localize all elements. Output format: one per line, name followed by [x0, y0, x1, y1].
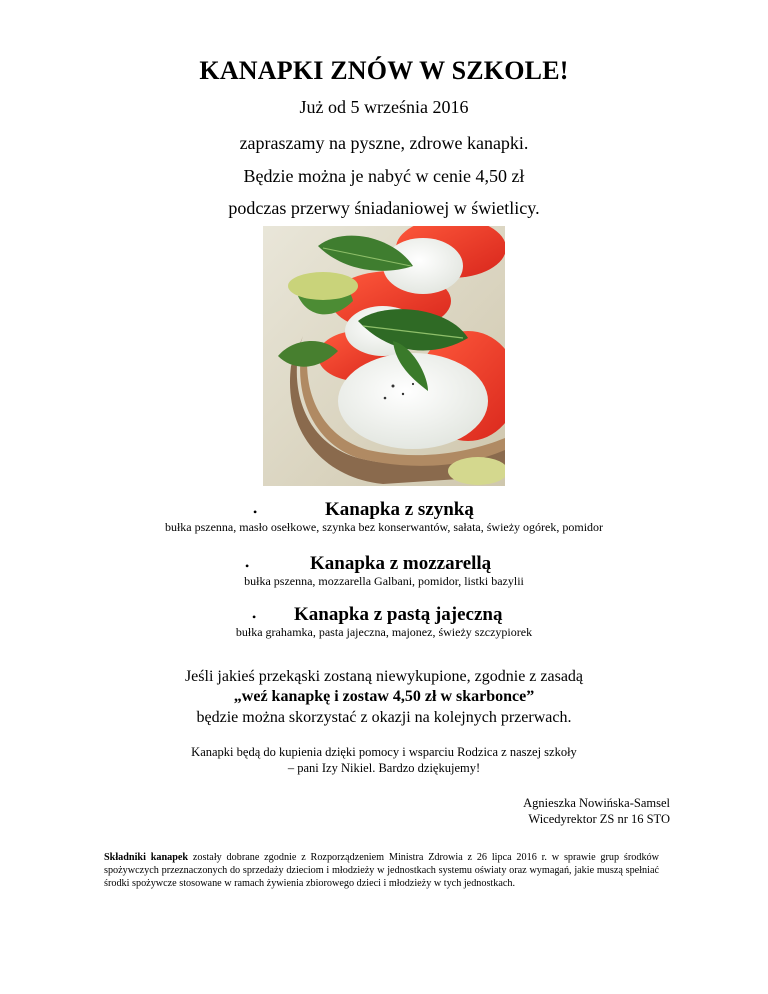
intro-place: podczas przerwy śniadaniowej w świetlicy. — [228, 198, 540, 218]
signature-role: Wicedyrektor ZS nr 16 STO — [528, 812, 670, 826]
footer-note — [104, 851, 659, 890]
caprese-sandwich-photo — [263, 226, 505, 486]
page-title: KANAPKI ZNÓW W SZKOLE! — [199, 56, 569, 85]
bullet-icon: • — [245, 559, 250, 573]
bullet-icon: • — [252, 610, 257, 624]
item-title-egg: Kanapka z pastą jajeczną — [294, 604, 503, 625]
intro-price: Będzie można je nabyć w cenie 4,50 zł — [243, 166, 525, 186]
footer-bold-lead: Składniki kanapek — [104, 852, 189, 863]
thanks-line-2: – pani Izy Nikiel. Bardzo dziękujemy! — [287, 761, 481, 775]
rule-line-2 — [0, 688, 768, 706]
intro-date: Już od 5 września 2016 — [299, 97, 469, 117]
sandwich-illustration — [263, 226, 505, 486]
item-title-mozzarella: Kanapka z mozzarellą — [310, 553, 492, 574]
footer-text: zostały dobrane zgodnie z Rozporządzeniem Ministra Zdrowia z 26 lipca 2016 r. w sprawie grup środków spożywczych przeznaczonych do sprzedaży dzieciom i młodzieży w jednostkach systemu oświaty oraz wymagań, jakie muszą spełniać środki spożywcze stosowane w ramach żywienia zbiorowego dzieci i młodzieży w tych jednostkach. — [104, 852, 659, 889]
item-desc-ham: bułka pszenna, masło osełkowe, szynka bez konserwantów, sałata, świeży ogórek, pomidor — [164, 520, 604, 534]
intro-invite: zapraszamy na pyszne, zdrowe kanapki. — [239, 133, 529, 153]
item-desc-mozzarella: bułka pszenna, mozzarella Galbani, pomidor, listki bazylii — [244, 574, 524, 588]
thanks-line-1: Kanapki będą do kupienia dzięki pomocy i wsparciu Rodzica z naszej szkoły — [191, 745, 577, 759]
rule-motto: „weź kanapkę i zostaw 4,50 zł w skarbonce” — [233, 688, 535, 705]
item-title-ham: Kanapka z szynką — [325, 499, 474, 520]
bullet-icon: • — [253, 505, 258, 519]
rule-line-1: Jeśli jakieś przekąski zostaną niewykupione, zgodnie z zasadą — [184, 668, 584, 685]
signature-name: Agnieszka Nowińska-Samsel — [523, 796, 670, 810]
rule-line-3: będzie można skorzystać z okazji na kolejnych przerwach. — [196, 709, 572, 726]
item-desc-egg: bułka grahamka, pasta jajeczna, majonez, świeży szczypiorek — [235, 625, 533, 639]
